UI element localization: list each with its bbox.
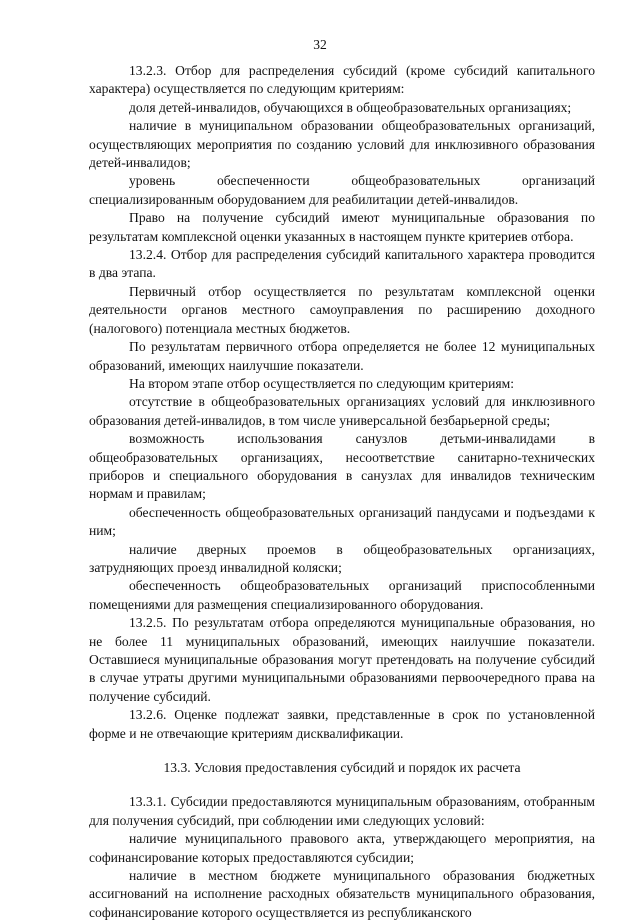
- paragraph: наличие муниципального правового акта, утверждающего мероприятия, на софинансирование которых предоставляются субсидии;: [89, 831, 595, 865]
- paragraph: 13.2.4. Отбор для распределения субсидий капитального характера проводится в два этапа.: [89, 247, 595, 281]
- paragraph: обеспеченность общеобразовательных организаций пандусами и подъездами к ним;: [89, 504, 595, 539]
- paragraph: наличие дверных проемов в общеобразовательных организациях, затрудняющих проезд инвалидной коляски;: [89, 541, 595, 575]
- section-heading: 13.3. Условия предоставления субсидий и порядок их расчета: [163, 760, 521, 776]
- paragraph: обеспеченность общеобразовательных организаций приспособленными помещениями для размещения специализированного оборудования.: [89, 578, 595, 612]
- paragraph: 13.3.1. Субсидии предоставляются муниципальным образованиям, отобранным для получения субсидий, при соблюдении ими следующих условий:: [89, 794, 595, 828]
- paragraph: 13.2.5. По результатам отбора определяются муниципальные образования, но не более 11 муниципальных образований, имеющих наилучшие показатели. Оставшиеся муниципальные образования могут претендовать на получение субсидий в случае утраты другими муниципальными образованиями первоочередного права на получение субсидий.: [89, 615, 595, 704]
- paragraph: уровень обеспеченности общеобразовательных организаций специализированным оборудованием для реабилитации детей-инвалидов.: [89, 173, 595, 207]
- paragraph: возможность использования санузлов детьми-инвалидами в общеобразовательных организациях, несоответствие санитарно-технических приборов и специального оборудования в санузлах для инвалидов техническим нормам и правилам;: [89, 431, 595, 502]
- paragraph: На втором этапе отбор осуществляется по следующим критериям:: [129, 375, 514, 391]
- paragraph: 13.2.3. Отбор для распределения субсидий (кроме субсидий капитального характера) осуществляется по следующим критериям:: [89, 63, 595, 97]
- paragraph: наличие в муниципальном образовании общеобразовательных организаций, осуществляющих мероприятия по созданию условий для инклюзивного образования детей-инвалидов;: [89, 118, 595, 171]
- paragraph: доля детей-инвалидов, обучающихся в общеобразовательных организациях;: [129, 99, 572, 115]
- paragraph: 13.2.6. Оценке подлежат заявки, представленные в срок по установленной форме и не отвечающие критериям дисквалификации.: [89, 707, 595, 741]
- paragraph: отсутствие в общеобразовательных организациях условий для инклюзивного образования детей-инвалидов, в том числе универсальной безбарьерной среды;: [89, 394, 595, 428]
- paragraph: Право на получение субсидий имеют муниципальные образования по результатам комплексной оценки указанных в настоящем пункте критериев отбора.: [89, 210, 595, 244]
- paragraph: Первичный отбор осуществляется по результатам комплексной оценки деятельности органов местного самоуправления по расширению доходного (налогового) потенциала местных бюджетов.: [89, 283, 595, 336]
- paragraph: наличие в местном бюджете муниципального образования бюджетных ассигнований на исполнение расходных обязательств муниципального образования, софинансирование которого осуществляется из республиканского: [89, 868, 595, 920]
- paragraph: По результатам первичного отбора определяется не более 12 муниципальных образований, имеющих наилучшие показатели.: [89, 339, 595, 373]
- page-number: 32: [313, 37, 327, 52]
- document-body: [89, 62, 595, 922]
